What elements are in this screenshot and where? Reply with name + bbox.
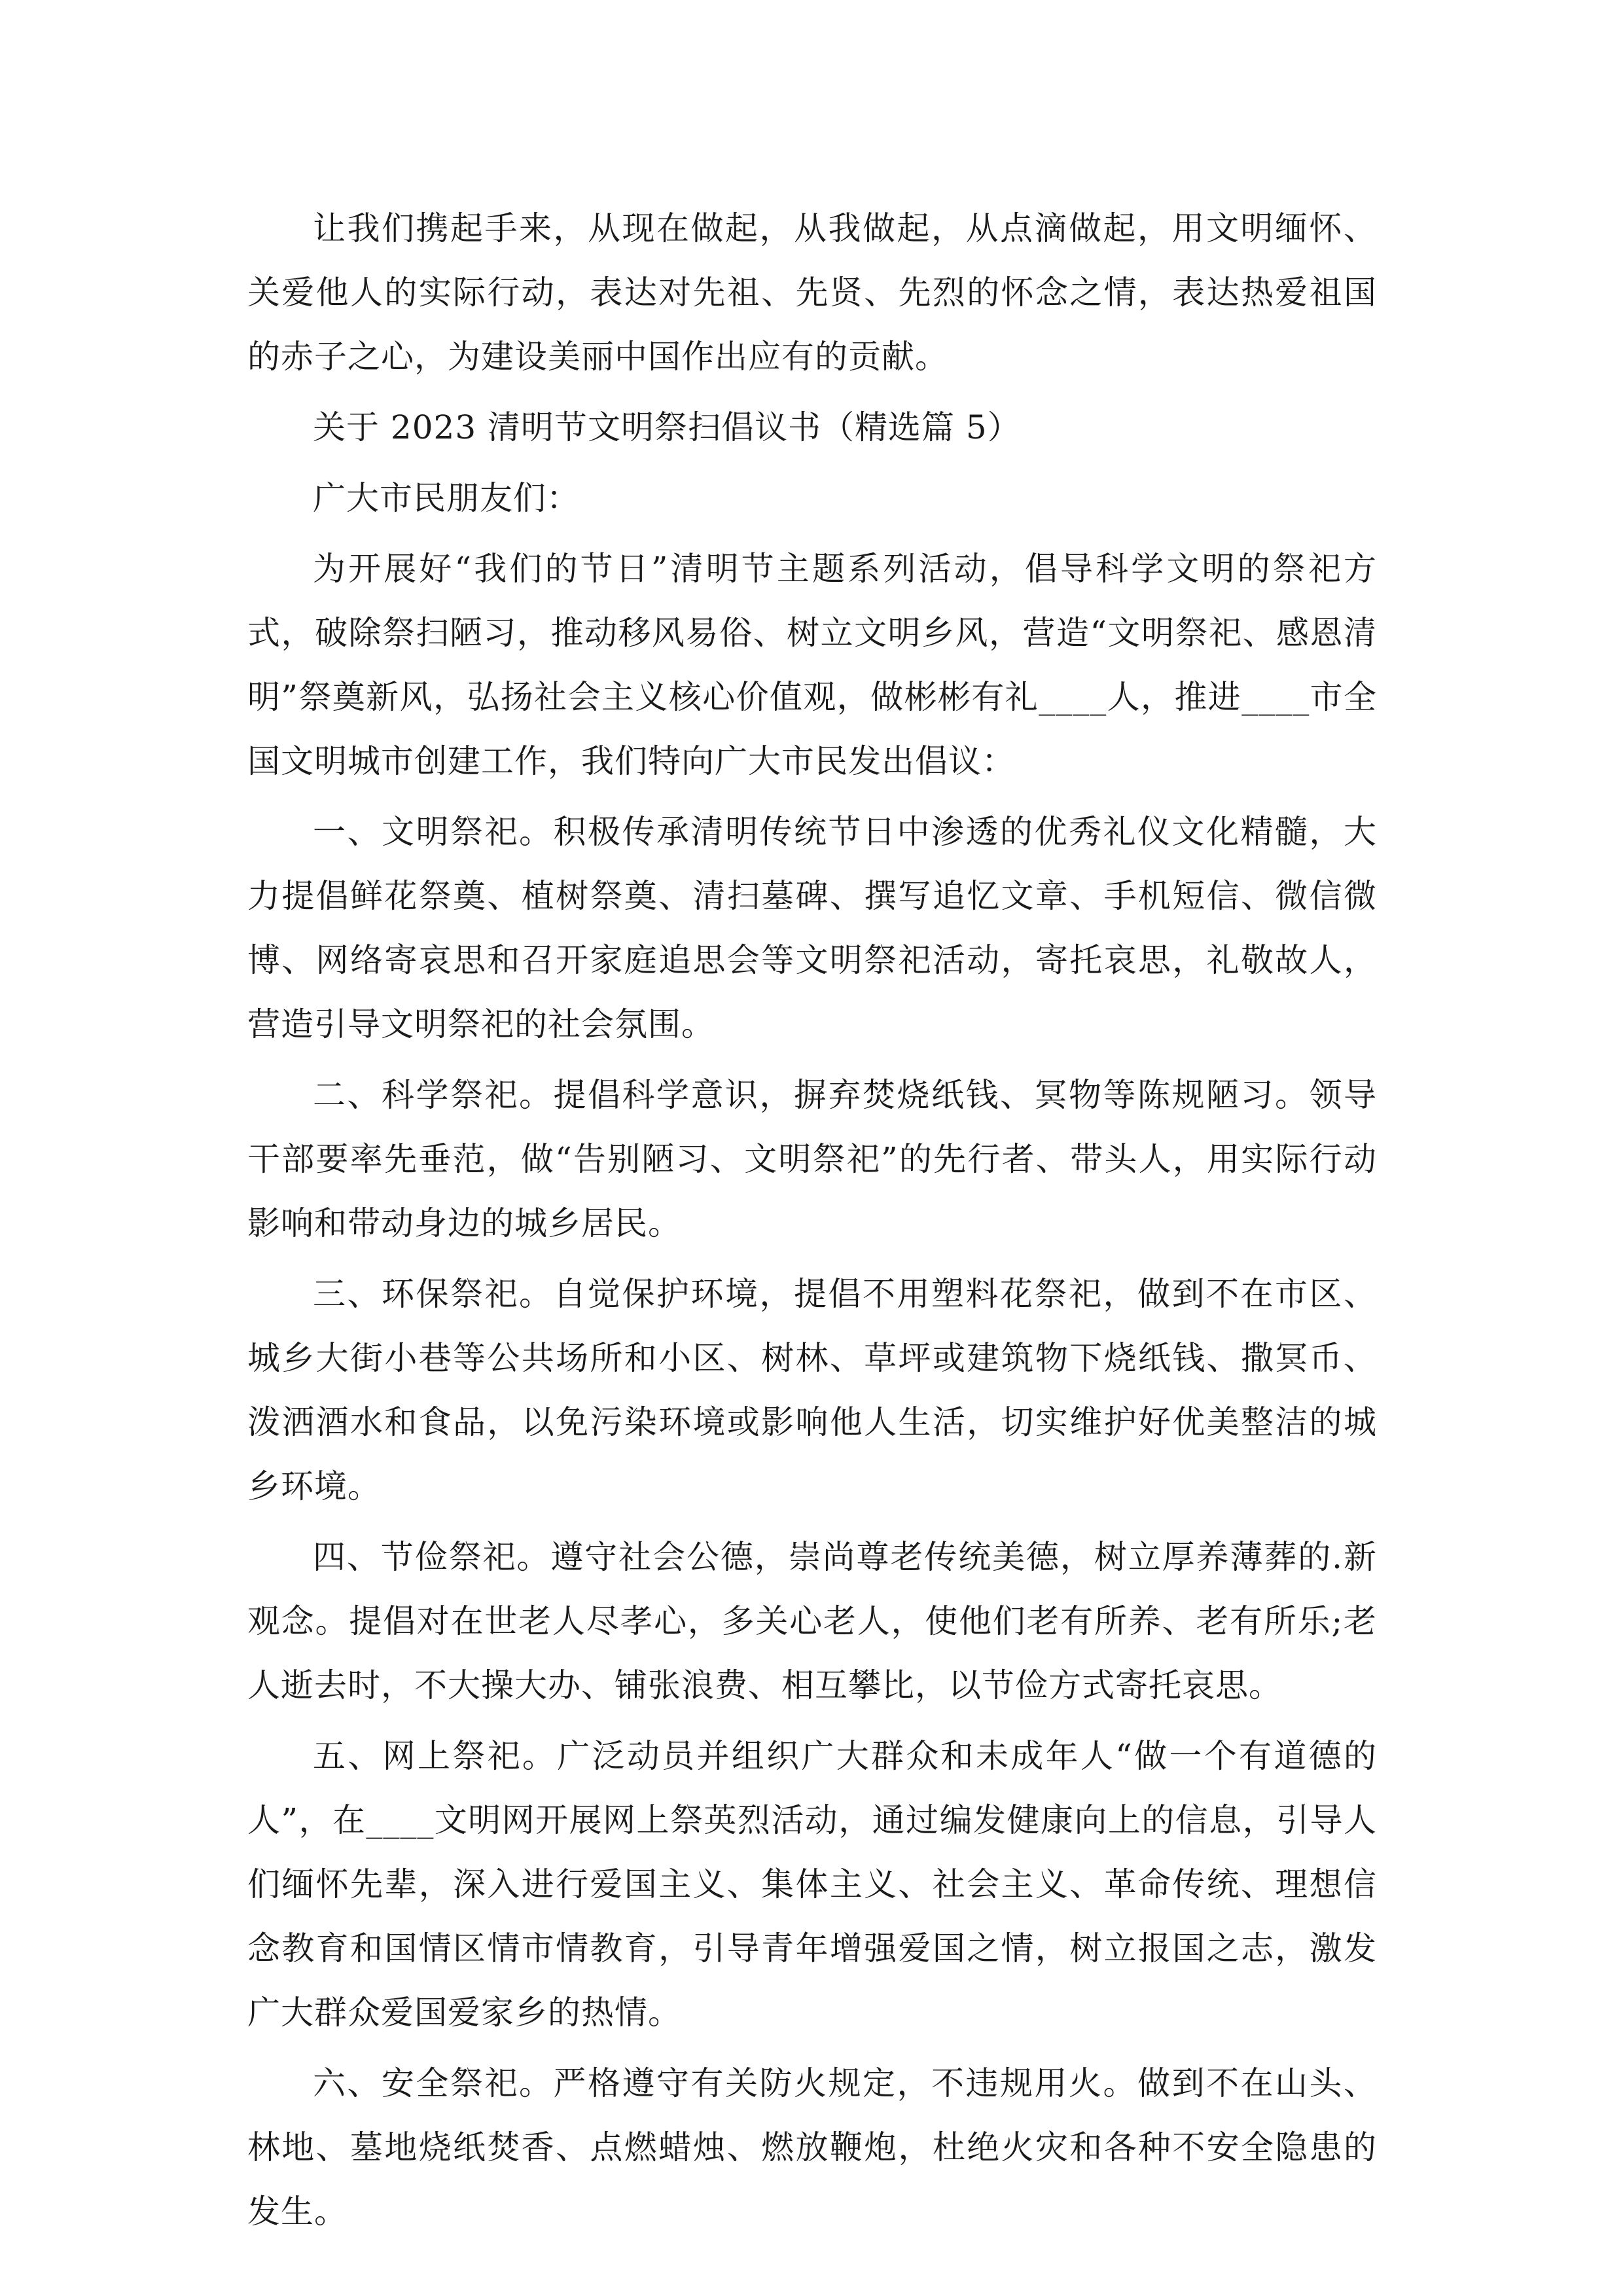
opening-paragraph: 为开展好“我们的节日”清明节主题系列活动，倡导科学文明的祭祀方式，破除祭扫陋习，推动移风易俗、树立文明乡风，营造“文明祭祀、感恩清明”祭奠新风，弘扬社会主义核心价值观，做彬彬有礼____人，推进____市全国文明城市创建工作，我们特向广大市民发出倡议： bbox=[247, 550, 1377, 780]
item-paragraph-2: 二、科学祭祀。提倡科学意识，摒弃焚烧纸钱、冥物等陈规陋习。领导干部要率先垂范，做“告别陋习、文明祭祀”的先行者、带头人，用实际行动影响和带动身边的城乡居民。 bbox=[247, 1076, 1377, 1242]
item-paragraph-1: 一、文明祭祀。积极传承清明传统节日中渗透的优秀礼仪文化精髓，大力提倡鲜花祭奠、植树祭奠、清扫墓碑、撰写追忆文章、手机短信、微信微博、网络寄哀思和召开家庭追思会等文明祭祀活动，寄托哀思，礼敬故人，营造引导文明祭祀的社会氛围。 bbox=[247, 813, 1377, 1043]
item-paragraph-3: 三、环保祭祀。自觉保护环境，提倡不用塑料花祭祀，做到不在市区、城乡大街小巷等公共场所和小区、树林、草坪或建筑物下烧纸钱、撒冥币、泼洒酒水和食品，以免污染环境或影响他人生活，切实维护好优美整洁的城乡环境。 bbox=[247, 1275, 1377, 1505]
salutation: 广大市民朋友们： bbox=[313, 479, 580, 517]
section-title: 关于 2023 清明节文明祭扫倡议书（精选篇 5） bbox=[313, 408, 1021, 446]
item-paragraph-5: 五、网上祭祀。广泛动员并组织广大群众和未成年人“做一个有道德的人”，在____文明网开展网上祭英烈活动，通过编发健康向上的信息，引导人们缅怀先辈，深入进行爱国主义、集体主义、社会主义、革命传统、理想信念教育和国情区情市情教育，引导青年增强爱国之情，树立报国之志，激发广大群众爱国爱家乡的热情。 bbox=[247, 1737, 1377, 2032]
document-body bbox=[247, 196, 1377, 2250]
item-paragraph-4: 四、节俭祭祀。遵守社会公德，崇尚尊老传统美德，树立厚养薄葬的.新观念。提倡对在世老人尽孝心，多关心老人，使他们老有所养、老有所乐;老人逝去时，不大操大办、铺张浪费、相互攀比，以节俭方式寄托哀思。 bbox=[247, 1538, 1377, 1704]
intro-paragraph: 让我们携起手来，从现在做起，从我做起，从点滴做起，用文明缅怀、关爱他人的实际行动，表达对先祖、先贤、先烈的怀念之情，表达热爱祖国的赤子之心，为建设美丽中国作出应有的贡献。 bbox=[247, 209, 1377, 376]
item-paragraph-6: 六、安全祭祀。严格遵守有关防火规定，不违规用火。做到不在山头、林地、墓地烧纸焚香、点燃蜡烛、燃放鞭炮，杜绝火灾和各种不安全隐患的发生。 bbox=[247, 2064, 1377, 2231]
